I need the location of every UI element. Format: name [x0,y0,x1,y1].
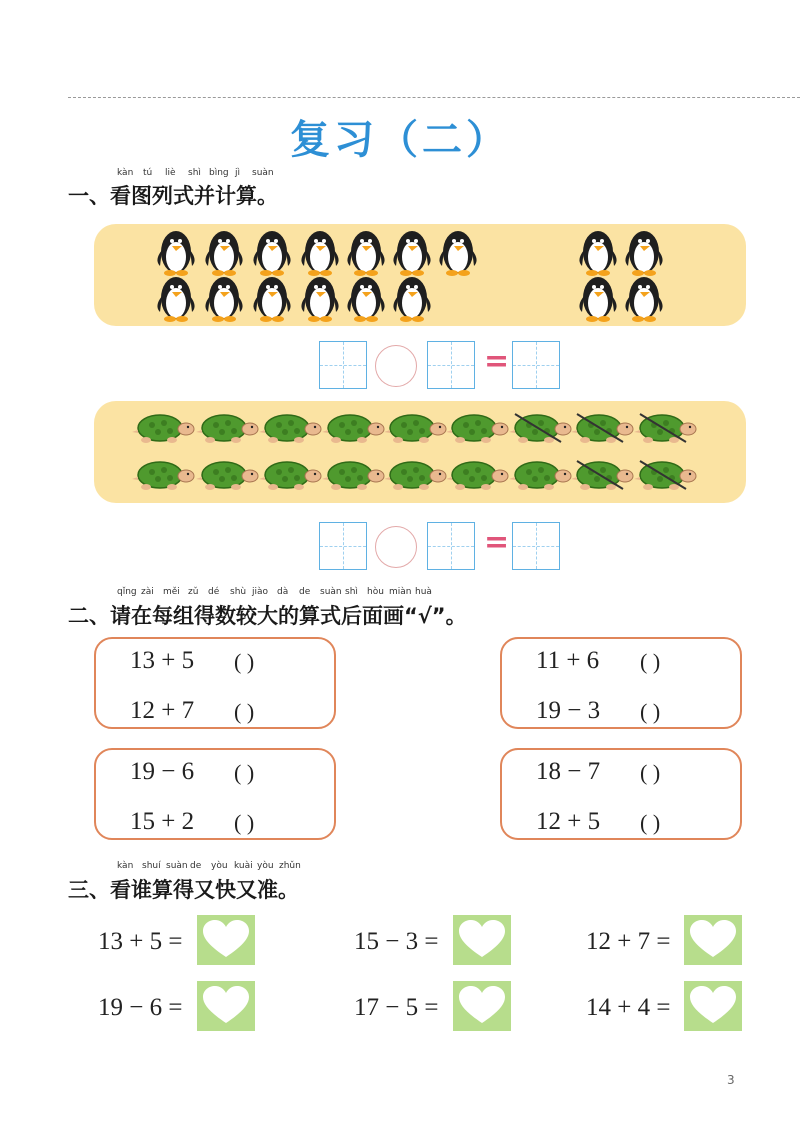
operator-circle[interactable] [375,526,417,568]
turtle-row-2 [132,461,696,490]
pinyin: de [190,861,202,871]
heart-answer-box[interactable] [197,915,255,965]
turtle-icon [446,462,508,490]
turtle-picture-band [94,401,746,503]
pinyin: bìng [209,168,229,178]
section-3-heading: 三、看谁算得又快又准。 [68,878,299,902]
turtle-icon [322,462,384,490]
answer-box[interactable] [427,341,475,389]
penguin-icon [301,231,338,276]
pinyin: yòu [211,861,228,871]
heart-answer-box[interactable] [684,915,742,965]
pinyin: yòu [257,861,274,871]
pinyin: zhǔn [279,861,301,871]
pinyin: kàn [117,168,134,178]
penguin-icon [205,277,242,322]
penguin-icon [157,231,194,276]
answer-box[interactable] [512,522,560,570]
penguin-icon [393,277,430,322]
top-dashed-divider [68,97,800,98]
pinyin: de [299,587,311,597]
penguin-icon [301,277,338,322]
problem-expression: 13 + 5 = [98,928,183,955]
turtle-icon [446,415,508,443]
answer-parentheses[interactable]: ( ) [640,760,661,785]
pinyin: qǐng [117,587,137,597]
turtle-row-1 [132,414,696,443]
compare-group-3 [94,748,336,840]
penguin-icon [439,231,476,276]
pinyin: zǔ [188,587,199,597]
penguin-icon [157,277,194,322]
operator-circle[interactable] [375,345,417,387]
heart-icon [197,915,255,965]
answer-box[interactable] [319,522,367,570]
expression: 11 + 6 [536,647,600,674]
expression: 19 − 3 [536,697,601,724]
expression: 12 + 7 [130,697,195,724]
answer-box[interactable] [427,522,475,570]
turtle-icon [196,415,258,443]
pinyin: jiào [252,587,269,597]
turtle-picture [94,401,746,503]
heart-icon [453,915,511,965]
answer-parentheses[interactable]: ( ) [640,649,661,674]
expression: 18 − 7 [536,758,601,785]
expression: 15 + 2 [130,808,195,835]
answer-parentheses[interactable]: ( ) [234,810,255,835]
problem-expression: 19 − 6 = [98,994,183,1021]
penguin-icon [625,277,662,322]
answer-box[interactable] [512,341,560,389]
expression: 13 + 5 [130,647,195,674]
penguin-group-row-2 [157,277,662,322]
heart-icon [197,981,255,1031]
equals-sign: = [484,525,510,560]
heart-answer-box[interactable] [453,981,511,1031]
pinyin: měi [163,587,180,597]
penguin-icon [579,231,616,276]
expression: 12 + 5 [536,808,601,835]
turtle-icon [384,462,446,490]
section-2-heading: 二、请在每组得数较大的算式后面画“√”。 [68,604,467,628]
pinyin: hòu [367,587,384,597]
section-3-pinyin [117,861,317,873]
answer-parentheses[interactable]: ( ) [640,699,661,724]
pinyin: liè [165,168,176,178]
answer-parentheses[interactable]: ( ) [234,649,255,674]
pinyin: shì [188,168,201,178]
penguin-icon [253,277,290,322]
turtle-icon [384,415,446,443]
penguin-icon [579,277,616,322]
compare-group-2 [500,637,742,729]
answer-parentheses[interactable]: ( ) [234,699,255,724]
section-1-pinyin [117,168,297,180]
heart-answer-box[interactable] [453,915,511,965]
penguin-icon [347,231,384,276]
pinyin: dé [208,587,220,597]
pinyin: miàn [389,587,412,597]
page-number: 3 [727,1073,735,1087]
problem-expression: 15 − 3 = [354,928,439,955]
heart-icon [453,981,511,1031]
pinyin: huà [415,587,432,597]
equals-sign: = [484,344,510,379]
turtle-icon [196,462,258,490]
pinyin: shù [230,587,247,597]
section-2-pinyin [117,587,457,599]
penguin-icon [253,231,290,276]
penguin-icon [205,231,242,276]
pinyin: kuài [234,861,253,871]
pinyin: shì [345,587,358,597]
pinyin: suàn [252,168,274,178]
penguin-picture [94,224,746,326]
penguin-picture-band [94,224,746,326]
penguin-group-row-1 [157,231,662,276]
turtle-icon [259,415,321,443]
page-title: 复习（二） [290,117,510,163]
problem-expression: 12 + 7 = [586,928,671,955]
heart-icon [684,981,742,1031]
answer-parentheses[interactable]: ( ) [234,760,255,785]
compare-group-4 [500,748,742,840]
turtle-icon [132,462,194,490]
answer-box[interactable] [319,341,367,389]
pinyin: dà [277,587,289,597]
turtle-icon [509,462,571,490]
turtle-icon [132,415,194,443]
pinyin: tú [143,168,153,178]
pinyin: jì [235,168,241,178]
pinyin: zài [141,587,154,597]
problem-expression: 14 + 4 = [586,994,671,1021]
section-1-heading: 一、看图列式并计算。 [68,184,278,208]
heart-answer-box[interactable] [197,981,255,1031]
problem-expression: 17 − 5 = [354,994,439,1021]
penguin-icon [347,277,384,322]
compare-group-1 [94,637,336,729]
turtle-icon [259,462,321,490]
pinyin: kàn [117,861,134,871]
pinyin: suàn [320,587,342,597]
penguin-icon [393,231,430,276]
turtle-icon [322,415,384,443]
pinyin: suàn [166,861,188,871]
answer-parentheses[interactable]: ( ) [640,810,661,835]
heart-icon [684,915,742,965]
expression: 19 − 6 [130,758,195,785]
heart-answer-box[interactable] [684,981,742,1031]
pinyin: shuí [142,861,161,871]
penguin-icon [625,231,662,276]
